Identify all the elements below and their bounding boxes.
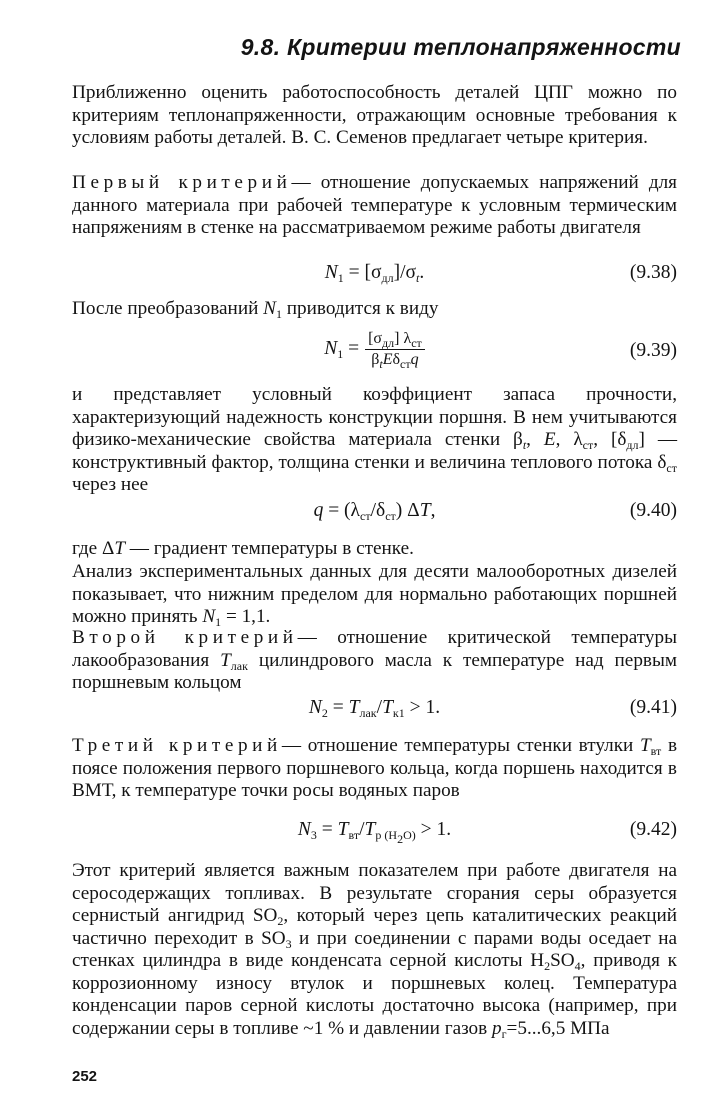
equation-number: (9.42) bbox=[629, 819, 677, 840]
equation-9-42 bbox=[72, 819, 677, 849]
equation-formula: $N_3 = T_{вт}/T_{р (H_2O)} > 1$. bbox=[297, 819, 452, 846]
paragraph-second-criterion: Второй критерий— отношение критической температуры лакообразования $T_{лак}$ цилиндрового масла к температуре над первым поршневым кольцом bbox=[72, 627, 678, 693]
paragraph-final: Этот критерий является важным показателем при работе двигателя на серосодержащих топливах. В результате сгорания серы образуется сернистый ангидрид $SO_2$, который через цепь каталитических реакций частично переходит в $SO_3$ и при соединении с парами воды оседает на стенках цилиндра в виде конденсата серной кислоты $H_2SO_4$, приводя к коррозионному износу втулок и поршневых колец. Температура конденсации паров серной кислоты достаточно высока (например, при содержании серы в топливе ~1 % и давлении газов $p_г=5...6,5$ МПа bbox=[72, 860, 677, 1041]
equation-number: (9.41) bbox=[629, 697, 677, 718]
paragraph-intro: Приближенно оценить работоспособность деталей ЦПГ можно по критериям теплонапряженности, отражающим основные требования к условиям работы деталей. В. С. Семенов предлагает четыре критерия. bbox=[72, 82, 677, 148]
equation-formula: $q = (\lambda_{ст}/\delta_{ст})$ ΔT, bbox=[313, 500, 436, 523]
paragraph-third-criterion: Третий критерий— отношение температуры стенки втулки $T_{вт}$ в поясе положения первого поршневого кольца, когда поршень находится в ВМТ, к температуре точки росы водяных паров bbox=[72, 735, 677, 801]
equation-number: (9.40) bbox=[629, 500, 677, 521]
paragraph-gradient: где ΔT — градиент температуры в стенке. bbox=[72, 538, 414, 559]
second-criterion-label: Второй критерий bbox=[72, 627, 298, 648]
equation-9-40 bbox=[72, 500, 677, 530]
equation-number: (9.38) bbox=[629, 262, 677, 283]
equation-formula: $N_1$ = $\frac{[\sigma_{дл}] \lambda_{ст}}{\beta_tE\delta_{ст}q}$ bbox=[72, 330, 677, 369]
equation-formula: $N_2 = T_{лак}/T_{к1} > 1$. bbox=[308, 697, 441, 720]
equation-9-38 bbox=[72, 262, 677, 292]
page-number: 252 bbox=[72, 1068, 98, 1085]
equation-number: (9.39) bbox=[629, 340, 677, 361]
equation-9-41 bbox=[72, 697, 677, 727]
third-criterion-label: Третий критерий bbox=[72, 735, 282, 756]
paragraph-first-criterion bbox=[72, 172, 677, 240]
section-heading: 9.8. Критерии теплонапряженности bbox=[240, 34, 681, 60]
paragraph-represents: и представляет условный коэффициент запаса прочности, характеризующий надежность конструкции поршня. В нем учитываются физико-механические свойства материала стенки $\beta_t$, E, $\lambda_{ст}$, $[\delta_{дл}]$ — конструктивный фактор, толщина стенки и величина теплового потока $\delta_{ст}$ через нее bbox=[72, 384, 678, 495]
equation-formula: $N_1 = [\sigma_{дл}]/\sigma_t$. bbox=[324, 262, 425, 285]
paragraph-after-938: После преобразований $N_1$ приводится к виду bbox=[72, 298, 439, 321]
first-criterion-label: Первый критерий bbox=[72, 172, 292, 193]
paragraph-analysis: Анализ экспериментальных данных для десяти малооборотных дизелей показывает, что нижним пределом для нормально работающих поршней можно принять $N_1 = 1,1$. bbox=[72, 561, 677, 629]
first-criterion-text: — отношение допускаемых напряжений для данного материала при рабочей температуре к условным термическим напряжениям в стенке на рассматриваемом режиме работы двигателя bbox=[72, 172, 677, 238]
equation-9-39 bbox=[72, 330, 677, 374]
